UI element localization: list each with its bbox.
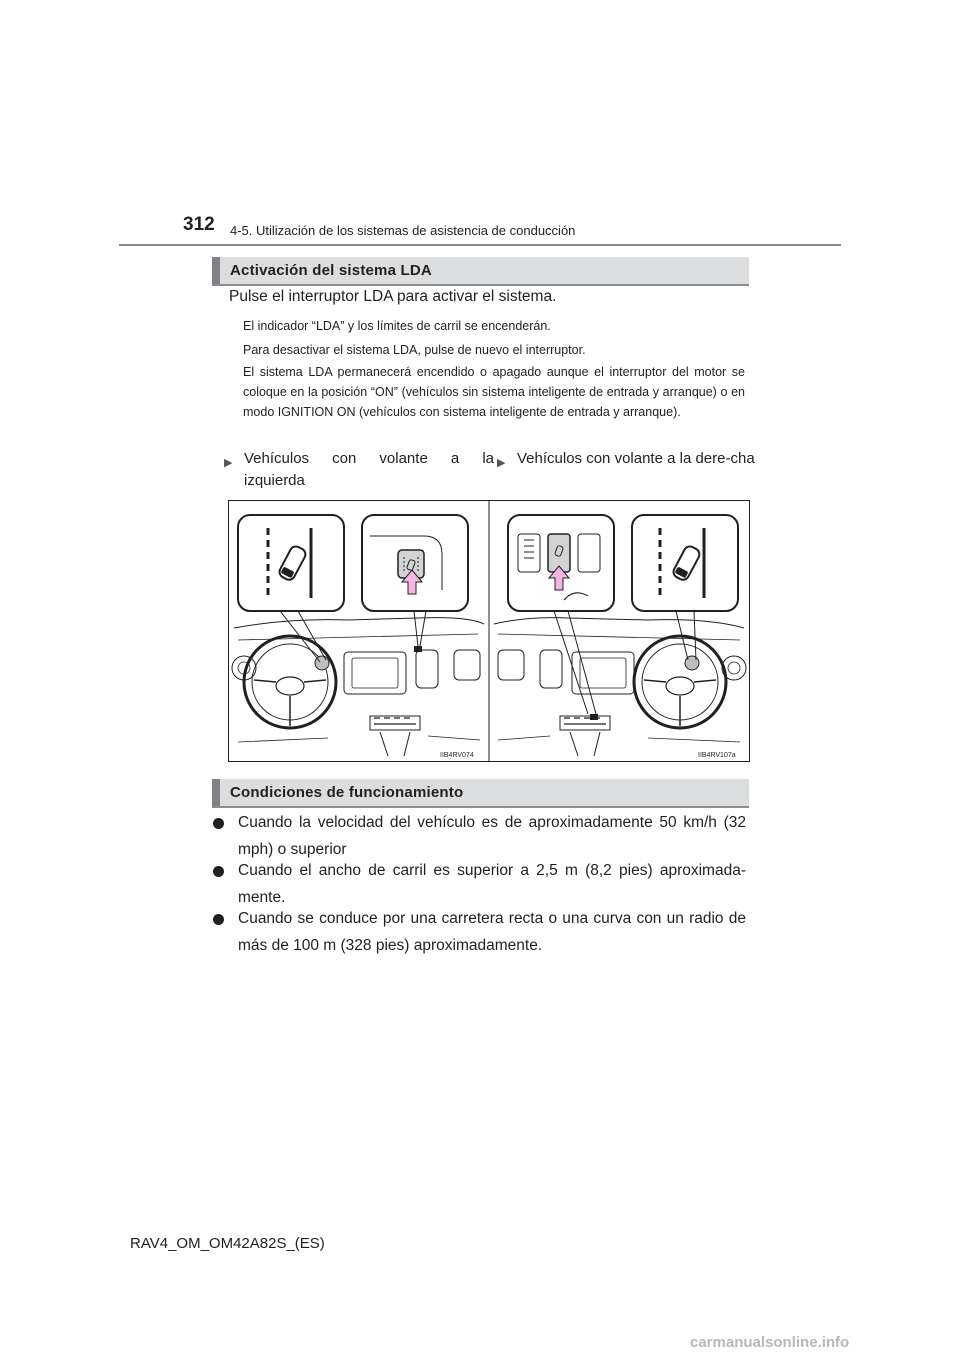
figure-code-left: IIB4RV074 [440, 752, 474, 759]
bullet-dot-icon [213, 818, 224, 829]
condition-lane-width [213, 857, 746, 911]
condition-text: Cuando el ancho de carril es superior a 2,5 m (8,2 pies) aproximada-mente. [238, 862, 746, 906]
note-memory: El sistema LDA permanecerá encendido o apagado aunque el interruptor del motor se coloque en la posición “ON” (vehículos sin sistema inteligente de entrada y arranque) o en modo IGNITION ON (vehículos con sistema inteligente de entrada y arranque). [243, 365, 745, 419]
variant-left-line1: Vehículos con volante a la [244, 450, 494, 467]
watermark: carmanualsonline.info [690, 1334, 850, 1351]
condition-text: Cuando se conduce por una carretera recta o una curva con un radio de más de 100 m (328 pies) aproximadamente. [238, 910, 746, 954]
condition-text: Cuando la velocidad del vehículo es de aproximadamente 50 km/h (32 mph) o superior [238, 814, 746, 858]
header-divider [119, 244, 841, 246]
section-heading-activation [212, 257, 749, 286]
condition-curve-radius [213, 905, 746, 959]
triangle-bullet-icon: ▶ [224, 457, 233, 469]
chapter-header: 4-5. Utilización de los sistemas de asistencia de conducción [230, 223, 576, 238]
section-accent [212, 257, 220, 284]
section-accent [212, 779, 220, 806]
triangle-bullet-icon: ▶ [497, 457, 506, 469]
section-heading-conditions [212, 779, 749, 808]
note-indicator: El indicador “LDA” y los límites de carril se encenderán. [243, 319, 551, 333]
section-title: Condiciones de funcionamiento [230, 784, 464, 801]
lda-switch-illustration [228, 500, 750, 762]
page-number: 312 [183, 214, 215, 235]
variant-left-line2: izquierda [244, 472, 305, 489]
bullet-dot-icon [213, 866, 224, 877]
figure-code-right: IIB4RV107a [698, 752, 736, 759]
bullet-dot-icon [213, 914, 224, 925]
section-title: Activación del sistema LDA [230, 262, 432, 279]
variant-right-label: Vehículos con volante a la dere-cha [517, 450, 755, 467]
variant-left-hand-drive [224, 448, 494, 492]
variant-right-hand-drive [497, 448, 767, 470]
manual-code-footer: RAV4_OM_OM42A82S_(ES) [130, 1235, 325, 1252]
instruction-text: Pulse el interruptor LDA para activar el sistema. [229, 288, 557, 305]
note-deactivate: Para desactivar el sistema LDA, pulse de nuevo el interruptor. [243, 343, 586, 357]
condition-speed [213, 809, 746, 863]
